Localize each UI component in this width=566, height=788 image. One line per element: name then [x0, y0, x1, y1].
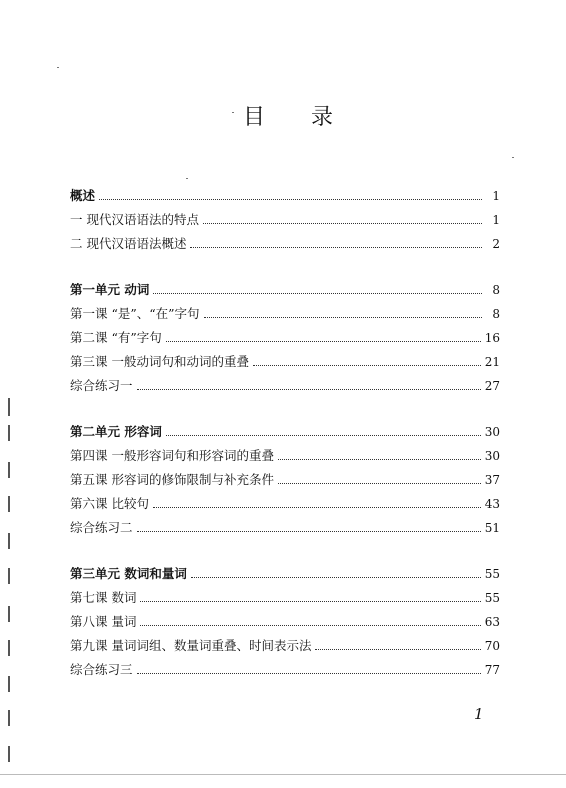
- toc-entry-title: 第三课 一般动词句和动词的重叠: [70, 354, 249, 369]
- toc-entry-page: 43: [484, 497, 500, 511]
- dot-leader: [191, 576, 481, 578]
- toc-entry-page: 70: [484, 639, 500, 653]
- margin-mark: [8, 676, 10, 692]
- toc-entry-title: 综合练习二: [70, 520, 133, 535]
- dot-leader: [137, 530, 481, 532]
- toc-entry: [70, 660, 500, 680]
- toc-entry-title: 第五课 形容词的修饰限制与补充条件: [70, 472, 274, 487]
- toc-entry-title: 第四课 一般形容词句和形容词的重叠: [70, 448, 274, 463]
- toc-entry: [70, 470, 500, 490]
- scan-speck: [186, 178, 188, 179]
- title-char-2: 录: [311, 105, 334, 130]
- toc-entry-page: 16: [484, 331, 500, 345]
- toc-entry-title: 综合练习一: [70, 378, 133, 393]
- toc-entry-page: 55: [484, 591, 500, 605]
- toc-entry-page: 27: [484, 379, 500, 393]
- toc-entry-title: 第八课 量词: [70, 614, 137, 629]
- dot-leader: [190, 246, 482, 248]
- toc-entry: [70, 304, 500, 324]
- toc-entry: [70, 612, 500, 632]
- margin-mark: [8, 640, 10, 656]
- margin-mark: [8, 710, 10, 726]
- margin-mark: [8, 746, 10, 762]
- dot-leader: [278, 458, 481, 460]
- title-char-1: 目: [243, 105, 266, 130]
- dot-leader: [137, 388, 481, 390]
- toc-entry-title: 第七课 数词: [70, 590, 137, 605]
- toc-entry-title: 第二课 “有”字句: [70, 330, 162, 345]
- margin-mark: [8, 425, 10, 441]
- bottom-rule: [0, 774, 566, 775]
- dot-leader: [153, 292, 482, 294]
- toc-entry: [70, 422, 500, 442]
- toc-entry-title: 概述: [70, 188, 96, 203]
- margin-mark: [8, 398, 10, 416]
- toc-entry-page: 1: [492, 213, 500, 227]
- toc-entry-page: 2: [492, 237, 500, 251]
- toc-entry-title: 二 现代汉语语法概述: [70, 236, 187, 251]
- dot-leader: [153, 506, 481, 508]
- dot-leader: [99, 198, 482, 200]
- toc-entry-title: 一 现代汉语语法的特点: [70, 212, 199, 227]
- toc-entry-title: 第九课 量词词组、数量词重叠、时间表示法: [70, 638, 312, 653]
- toc-entry-page: 30: [484, 425, 500, 439]
- margin-mark: [8, 568, 10, 584]
- toc-entry: [70, 234, 500, 254]
- toc-entry-page: 8: [492, 283, 500, 297]
- toc-entry-page: 55: [484, 567, 500, 581]
- toc-entry-title: 综合练习三: [70, 662, 133, 677]
- page-number: 1: [474, 705, 484, 723]
- scan-speck: [57, 67, 59, 68]
- toc-entry: [70, 376, 500, 396]
- toc-entry-page: 51: [484, 521, 500, 535]
- toc-entry: [70, 186, 500, 206]
- dot-leader: [166, 434, 481, 436]
- page-title: [243, 100, 343, 131]
- toc-entry: [70, 328, 500, 348]
- dot-leader: [204, 316, 482, 318]
- toc-entry-page: 30: [484, 449, 500, 463]
- dot-leader: [166, 340, 481, 342]
- dot-leader: [315, 648, 480, 650]
- dot-leader: [140, 600, 480, 602]
- toc-entry: [70, 210, 500, 230]
- dot-leader: [137, 672, 481, 674]
- scan-speck: [512, 157, 514, 158]
- margin-mark: [8, 496, 10, 512]
- toc-entry-title: 第二单元 形容词: [70, 424, 162, 439]
- toc-entry-page: 8: [492, 307, 500, 321]
- toc-entry: [70, 280, 500, 300]
- toc-entry-page: 1: [492, 189, 500, 203]
- scan-speck: [232, 112, 234, 113]
- toc-entry: [70, 494, 500, 514]
- toc-entry: [70, 518, 500, 538]
- toc-entry-title: 第六课 比较句: [70, 496, 149, 511]
- margin-mark: [8, 606, 10, 622]
- toc-entry: [70, 564, 500, 584]
- margin-mark: [8, 462, 10, 478]
- toc-entry-page: 63: [484, 615, 500, 629]
- dot-leader: [140, 624, 480, 626]
- toc-entry-title: 第一单元 动词: [70, 282, 150, 297]
- dot-leader: [253, 364, 481, 366]
- toc-entry-title: 第一课 “是”、“在”字句: [70, 306, 200, 321]
- toc-entry: [70, 636, 500, 656]
- toc-entry: [70, 446, 500, 466]
- toc-entry-page: 37: [484, 473, 500, 487]
- margin-mark: [8, 533, 10, 549]
- dot-leader: [278, 482, 481, 484]
- dot-leader: [203, 222, 482, 224]
- toc-entry-page: 77: [484, 663, 500, 677]
- toc-entry-page: 21: [484, 355, 500, 369]
- toc-entry-title: 第三单元 数词和量词: [70, 566, 187, 581]
- toc-entry: [70, 588, 500, 608]
- toc-entry: [70, 352, 500, 372]
